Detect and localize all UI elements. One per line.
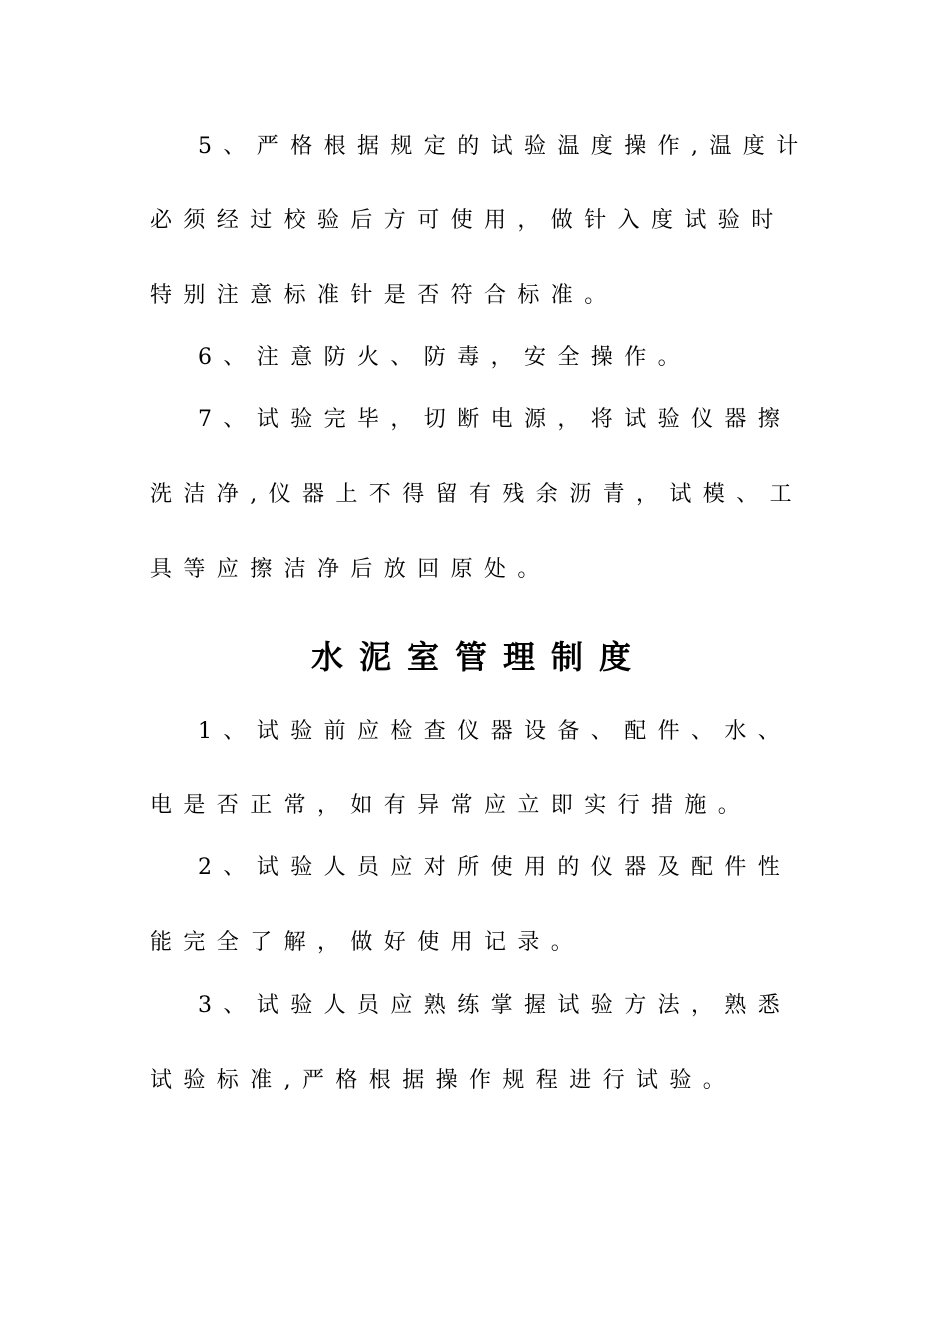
paragraph-line: 试验标准,严格根据操作规程进行试验。 (150, 1068, 737, 1093)
paragraph-line: 电是否正常，如有异常应立即实行措施。 (150, 793, 752, 818)
paragraph-line: 5、严格根据规定的试验温度操作,温度计 (198, 134, 810, 159)
paragraph-line: 洗洁净,仪器上不得留有残余沥青，试模、工 (150, 482, 803, 507)
paragraph-line: 必须经过校验后方可使用，做针入度试验时 (150, 208, 785, 233)
paragraph-line: 6、注意防火、防毒，安全操作。 (198, 345, 691, 370)
paragraph-line: 7、试验完毕，切断电源，将试验仪器擦 (198, 407, 792, 432)
paragraph-line: 3、试验人员应熟练掌握试验方法，熟悉 (198, 993, 792, 1018)
paragraph-line: 2、试验人员应对所使用的仪器及配件性 (198, 855, 792, 880)
paragraph-line: 具等应擦洁净后放回原处。 (150, 557, 551, 582)
paragraph-line: 1、试验前应检查仪器设备、配件、水、 (198, 719, 792, 744)
paragraph-line: 特别注意标准针是否符合标准。 (150, 283, 618, 308)
paragraph-line: 能完全了解，做好使用记录。 (150, 930, 585, 955)
section-heading: 水泥室管理制度 (310, 638, 647, 676)
